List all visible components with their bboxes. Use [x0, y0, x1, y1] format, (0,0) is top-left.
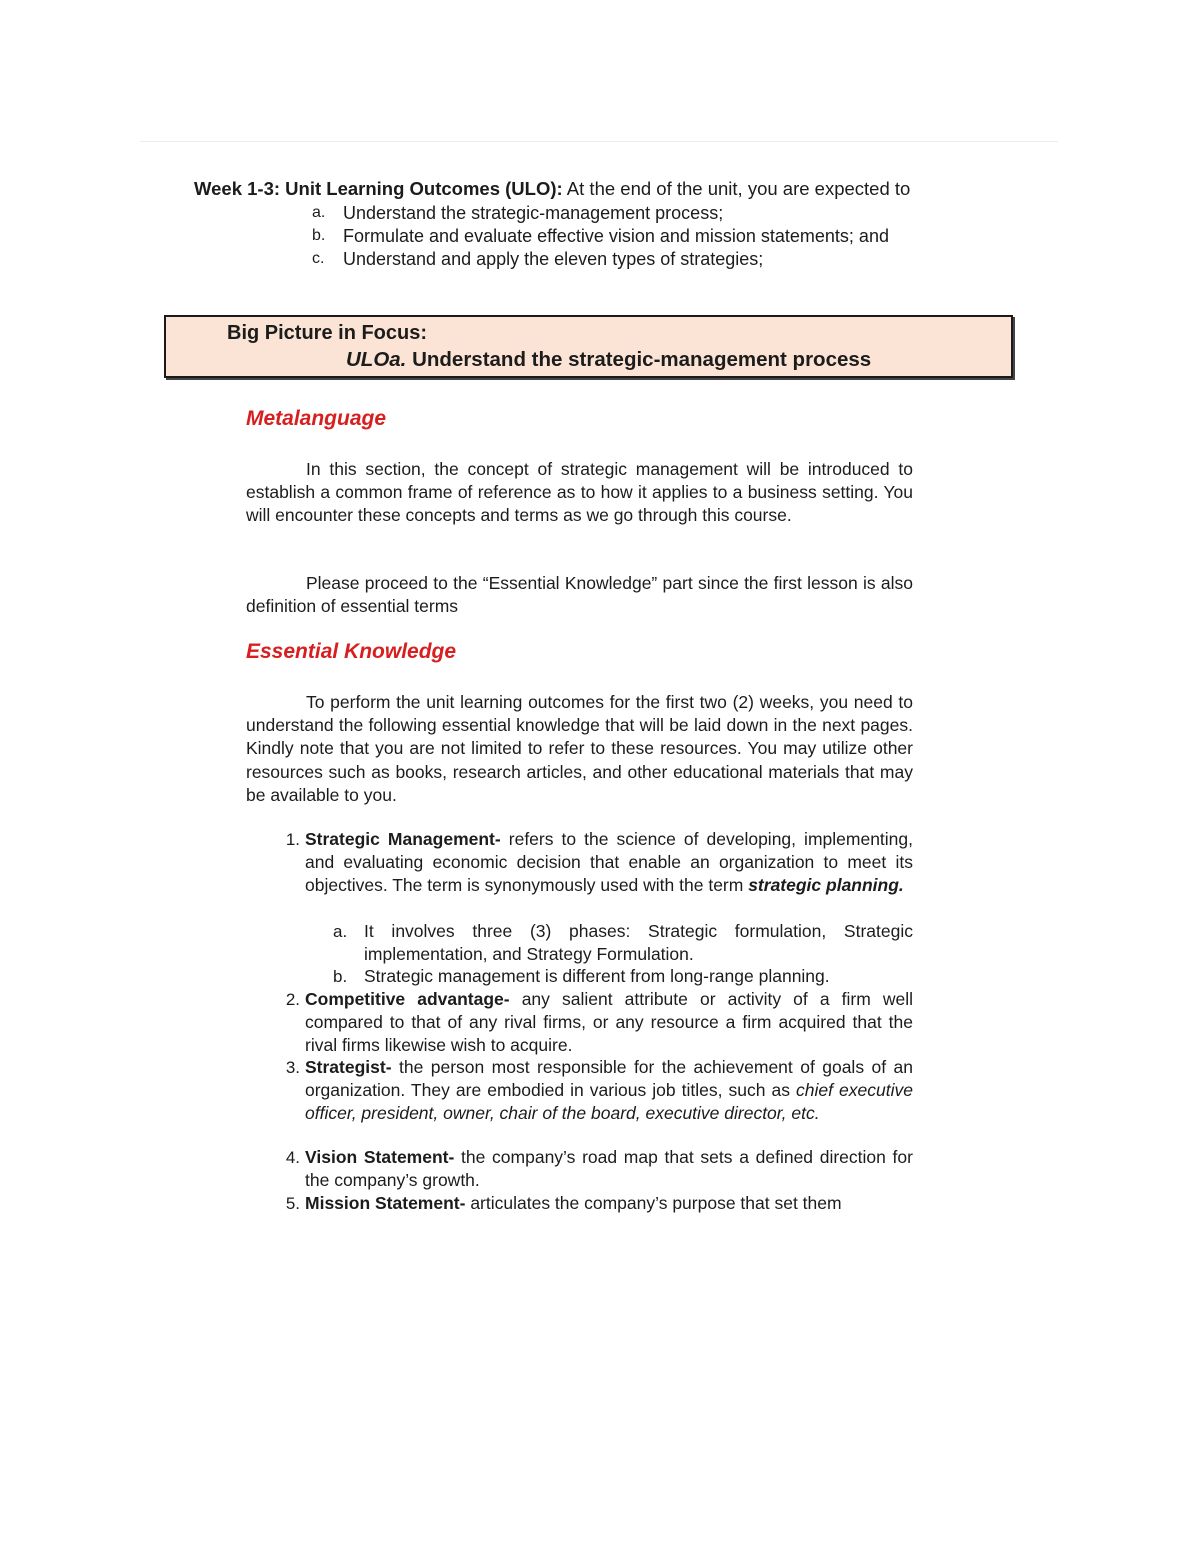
essential-knowledge-intro: To perform the unit learning outcomes for the first two (2) weeks, you need to understand the following essential knowledge that will be laid down in the next pages. Kindly note that you are not limited to refer to these resources. You may utilize other resources such as books, research articles, and other educational materials that may be available to you.: [246, 692, 913, 805]
page-top-divider: [140, 141, 1058, 142]
definition-term: Vision Statement-: [305, 1147, 455, 1167]
definition-number: 1.: [285, 830, 300, 849]
big-picture-subtitle: [346, 348, 871, 372]
subitem-marker: b.: [333, 967, 348, 986]
ulo-item-text: Understand the strategic-management process;: [343, 203, 724, 223]
ulo-item-marker: c.: [312, 250, 325, 267]
definition-text: refers to the science of developing, implementing, and evaluating economic decision that enable an organization to meet its objectives. The term is synonymously used with the term: [305, 829, 913, 895]
ulo-item-marker: a.: [312, 204, 326, 221]
definition-emphasis: strategic planning.: [748, 875, 904, 895]
definition-text: the company’s road map that sets a defined direction for the company’s growth.: [305, 1147, 913, 1190]
definition-text: the person most responsible for the achievement of goals of an organization. They are embodied in various job titles, such as: [305, 1057, 913, 1100]
definition-body: [305, 1056, 913, 1125]
subitem-text: It involves three (3) phases: Strategic formulation, Strategic implementation, and Strategy Formulation.: [364, 921, 913, 964]
big-picture-box: [164, 315, 1013, 378]
definition-body: [305, 1192, 913, 1215]
ulo-item-marker: b.: [312, 227, 326, 244]
ulo-heading: [194, 178, 910, 200]
ulo-item-text: Formulate and evaluate effective vision and mission statements; and: [343, 226, 889, 246]
subitem-marker: a.: [333, 922, 348, 941]
definition-body: [305, 1146, 913, 1192]
definition-text: any salient attribute or activity of a firm well compared to that of any rival firms, or any resource a firm acquired that the rival firms likewise wish to acquire.: [305, 989, 914, 1055]
definition-term: Mission Statement-: [305, 1193, 466, 1213]
subitem-text: Strategic management is different from long-range planning.: [364, 966, 830, 986]
definition-body: [305, 988, 913, 1057]
definition-number: 3.: [285, 1058, 300, 1077]
big-picture-ulo-text: Understand the strategic-management process: [406, 348, 872, 371]
definition-job-titles: chief executive officer, president, owner, chair of the board, executive director, etc.: [305, 1080, 913, 1123]
definition-body: [305, 828, 913, 897]
ulo-heading-label: Week 1-3: Unit Learning Outcomes (ULO):: [194, 178, 563, 199]
definition-text: articulates the company’s purpose that set them: [465, 1193, 842, 1213]
metalanguage-paragraph: In this section, the concept of strategic management will be introduced to establish a common frame of reference as to how it applies to a business setting. You will encounter these concepts and terms as we go through this course.: [246, 459, 913, 526]
definition-term: Strategic Management-: [305, 829, 501, 849]
definition-term: Strategist-: [305, 1057, 392, 1077]
big-picture-title: Big Picture in Focus:: [227, 322, 428, 344]
definition-number: 2.: [285, 990, 300, 1009]
ulo-item-text: Understand and apply the eleven types of strategies;: [343, 249, 764, 269]
definition-number: 5.: [285, 1194, 300, 1213]
ulo-heading-text: At the end of the unit, you are expected to: [562, 178, 911, 199]
essential-knowledge-heading: Essential Knowledge: [246, 640, 457, 663]
definition-number: 4.: [285, 1148, 300, 1167]
definition-term: Competitive advantage-: [305, 989, 510, 1009]
metalanguage-heading: Metalanguage: [246, 407, 387, 430]
metalanguage-paragraph: Please proceed to the “Essential Knowledge” part since the first lesson is also definition of essential terms: [246, 573, 913, 617]
big-picture-ulo-code: ULOa.: [346, 348, 407, 371]
